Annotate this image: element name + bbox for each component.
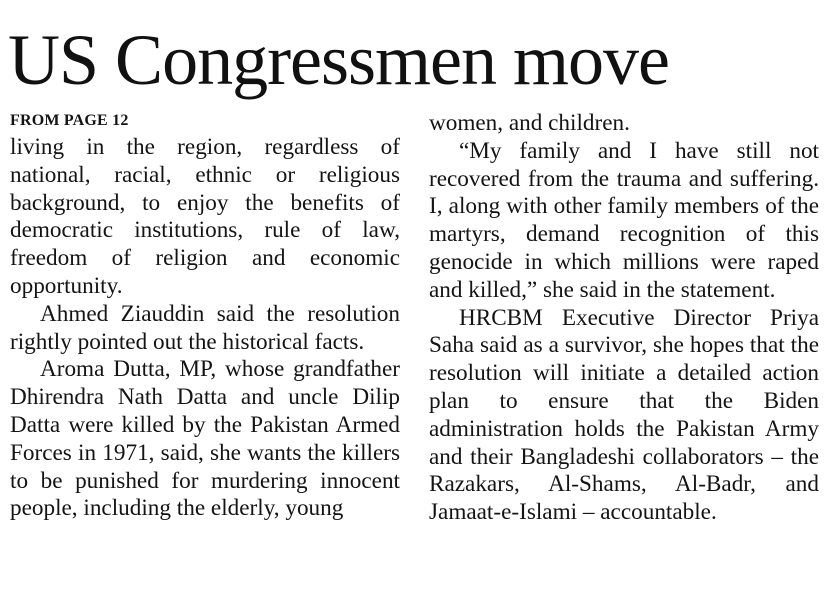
paragraph: HRCBM Executive Director Priya Saha said as a survivor, she hopes that the resolution will initiate a detailed action plan to ensure that the Biden administration holds the Pakistan Army and their Bangladeshi collaborators – the Razakars, Al-Shams, Al-Badr, and Jamaat-e-Islami – accountable.	[429, 304, 819, 526]
paragraph: living in the region, regardless of national, racial, ethnic or religious background, to enjoy the benefits of democratic institutions, rule of law, freedom of religion and economic opportunity.	[10, 134, 400, 299]
paragraph: Aroma Dutta, MP, whose grandfather Dhirendra Nath Datta and uncle Dilip Datta were killed by the Pakistan Armed Forces in 1971, said, she wants the killers to be punished for murdering innocent people, including the elderly, young	[10, 356, 400, 522]
headline: US Congressmen move	[8, 20, 669, 100]
paragraph: Ahmed Ziauddin said the resolution rightly pointed out the historical facts.	[10, 300, 400, 355]
paragraph: women, and children.	[429, 110, 630, 136]
right-column	[429, 110, 819, 527]
left-column	[10, 110, 400, 523]
paragraph: “My family and I have still not recovered from the trauma and suffering. I, along with other family members of the martyrs, demand recognition of this genocide in which millions were raped and killed,” she said in the statement.	[429, 137, 819, 303]
continued-from-label: FROM PAGE 12	[10, 112, 129, 129]
